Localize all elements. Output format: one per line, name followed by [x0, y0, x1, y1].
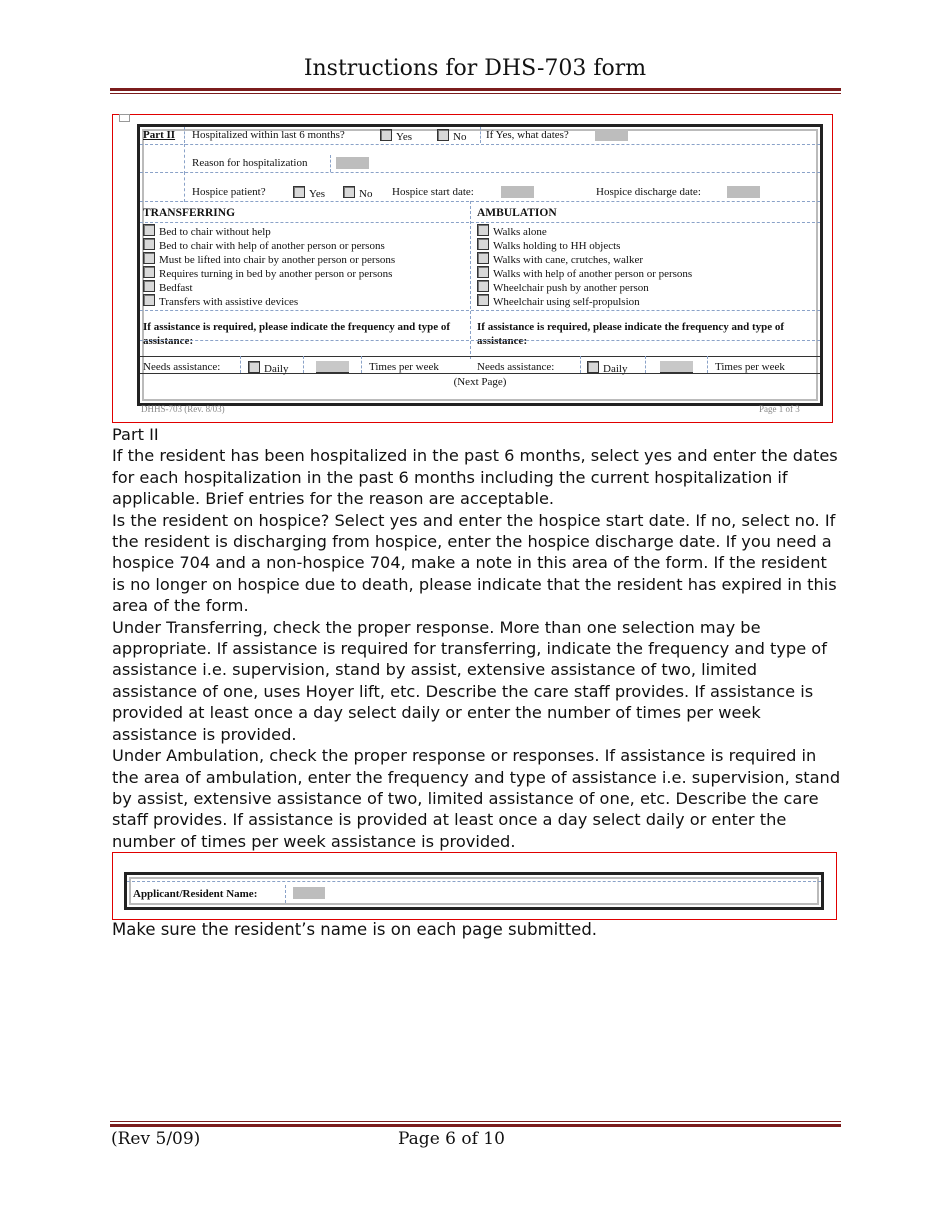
- checkbox-icon: [477, 266, 489, 278]
- checkbox-icon: [143, 294, 155, 306]
- if-yes-dates: If Yes, what dates?: [486, 129, 569, 141]
- row-line: [140, 356, 820, 357]
- section-title: Part II: [112, 425, 159, 444]
- transferring-item[interactable]: [143, 238, 385, 252]
- row-line: [140, 144, 820, 145]
- paragraph-ambulation: Under Ambulation, check the proper response or responses. If assistance is required in the area of ambulation, enter the frequency and type of assistance i.e. supervision, stand by assist, extensive assistance of two, limited assistance of one, etc. Describe the care staff provides. If assistance is provided at least once a day select daily or enter the number of times per week assistance is provided.: [112, 746, 841, 851]
- footer-rule: [110, 1124, 841, 1127]
- transfer-times-field[interactable]: [316, 361, 349, 373]
- transfer-times-label: Times per week: [369, 361, 439, 373]
- divider: [580, 356, 581, 373]
- needs-assistance-label: Needs assistance:: [143, 361, 221, 373]
- hospice-discharge-field[interactable]: [727, 186, 760, 198]
- ambulation-needs-label: Needs assistance:: [477, 361, 555, 373]
- hospitalized-yes[interactable]: [380, 129, 412, 143]
- divider: [645, 356, 646, 373]
- ambulation-item[interactable]: [477, 280, 649, 294]
- transferring-assist-note: If assistance is required, please indicate the frequency and type of assistance:: [143, 321, 451, 347]
- checkbox-icon: [477, 238, 489, 250]
- ambulation-times-label: Times per week: [715, 361, 785, 373]
- applicant-name-label: Applicant/Resident Name:: [133, 888, 258, 900]
- divider: [184, 127, 185, 143]
- item-label: Transfers with assistive devices: [159, 296, 299, 308]
- checkbox-icon: [248, 361, 260, 373]
- form-id: DHHS-703 (Rev. 8/03): [141, 404, 225, 414]
- divider: [303, 356, 304, 373]
- transferring-item[interactable]: [143, 280, 193, 294]
- checkbox-icon: [143, 266, 155, 278]
- divider: [707, 356, 708, 373]
- hospice-yes[interactable]: [293, 186, 325, 200]
- item-label: Bed to chair without help: [159, 226, 271, 238]
- part-label: Part II: [143, 129, 176, 141]
- ambulation-item[interactable]: [477, 224, 547, 238]
- row-line: [140, 222, 820, 223]
- ambulation-item[interactable]: [477, 294, 640, 308]
- checkbox-icon: [477, 294, 489, 306]
- hospice-start-field[interactable]: [501, 186, 534, 198]
- form-part2-image: [112, 114, 833, 423]
- hospice-question: Hospice patient?: [192, 186, 266, 198]
- hospital-dates-field[interactable]: [595, 129, 628, 141]
- item-label: Must be lifted into chair by another person or persons: [159, 254, 396, 266]
- transferring-item[interactable]: [143, 266, 392, 280]
- item-label: Walks with help of another person or persons: [493, 268, 693, 280]
- ambulation-times-field[interactable]: [660, 361, 693, 373]
- paragraph-hospitalization: If the resident has been hospitalized in the past 6 months, select yes and enter the dates for each hospitalization in the past 6 months including the current hospitalization if applicable. Brief entries for the reason are acceptable.: [112, 446, 838, 509]
- divider: [330, 155, 331, 172]
- instructions-body: [112, 424, 842, 852]
- hospice-discharge-label: Hospice discharge date:: [596, 186, 701, 198]
- form-frame: [124, 872, 824, 910]
- checkbox-icon: [380, 129, 392, 141]
- submission-note: Make sure the resident’s name is on each page submitted.: [112, 920, 598, 939]
- revision-label: (Rev 5/09): [111, 1129, 201, 1149]
- divider: [184, 172, 185, 202]
- daily-label: Daily: [603, 363, 628, 375]
- item-label: Bedfast: [159, 282, 193, 294]
- hospice-start-label: Hospice start date:: [392, 186, 474, 198]
- form-page-number: Page 1 of 3: [759, 404, 800, 414]
- reason-label: Reason for hospitalization: [192, 157, 308, 169]
- next-page-label: (Next Page): [453, 376, 507, 388]
- checkbox-icon: [143, 252, 155, 264]
- item-label: Walks holding to HH objects: [493, 240, 621, 252]
- checkbox-icon: [143, 224, 155, 236]
- row-line: [140, 172, 820, 173]
- row-line: [140, 340, 820, 341]
- item-label: Walks with cane, crutches, walker: [493, 254, 643, 266]
- item-label: Requires turning in bed by another person or persons: [159, 268, 393, 280]
- checkbox-icon: [343, 186, 355, 198]
- item-label: Wheelchair push by another person: [493, 282, 649, 294]
- transferring-item[interactable]: [143, 224, 271, 238]
- divider: [240, 356, 241, 373]
- item-label: Walks alone: [493, 226, 547, 238]
- hospice-no[interactable]: [343, 186, 372, 200]
- ambulation-assist-note: If assistance is required, please indicate the frequency and type of assistance:: [477, 321, 785, 347]
- divider: [361, 356, 362, 373]
- hospitalized-no[interactable]: [437, 129, 466, 143]
- ambulation-item[interactable]: [477, 266, 692, 280]
- paragraph-hospice: Is the resident on hospice? Select yes and enter the hospice start date. If no, select no. If the resident is discharging from hospice, enter the hospice discharge date. If you need a hospice 704 and a non-hospice 704, make a note in this area of the form. If the resident is no longer on hospice due to death, please indicate that the resident has expired in this area of the form.: [112, 510, 837, 616]
- checkbox-icon: [477, 280, 489, 292]
- page-title: Instructions for DHS-703 form: [303, 56, 647, 81]
- divider: [184, 144, 185, 174]
- no-label: No: [359, 188, 373, 200]
- ambulation-heading: AMBULATION: [477, 207, 557, 219]
- checkbox-icon: [143, 238, 155, 250]
- checkbox-icon: [477, 224, 489, 236]
- item-label: Wheelchair using self-propulsion: [493, 296, 640, 308]
- anchor-icon: [119, 114, 130, 122]
- checkbox-icon: [437, 129, 449, 141]
- ambulation-item[interactable]: [477, 238, 620, 252]
- yes-label: Yes: [309, 188, 326, 200]
- form-applicant-image: [112, 852, 837, 920]
- row-line: [140, 201, 820, 202]
- row-line: [127, 881, 821, 882]
- row-line: [140, 373, 820, 374]
- yes-label: Yes: [396, 131, 413, 143]
- header-rule-thin: [110, 93, 841, 94]
- daily-label: Daily: [264, 363, 289, 375]
- checkbox-icon: [587, 361, 599, 373]
- row-line: [140, 310, 820, 311]
- ambulation-item[interactable]: [477, 252, 643, 266]
- form-frame: [137, 124, 823, 406]
- divider: [480, 127, 481, 143]
- transferring-item[interactable]: [143, 252, 395, 266]
- checkbox-icon: [143, 280, 155, 292]
- checkbox-icon: [477, 252, 489, 264]
- footer-rule-thin: [110, 1121, 841, 1122]
- no-label: No: [453, 131, 467, 143]
- column-divider: [470, 201, 471, 359]
- header-rule: [110, 88, 841, 91]
- paragraph-transferring: Under Transferring, check the proper response. More than one selection may be appropriate. If assistance is required for transferring, indicate the frequency and type of assistance i.e. supervision, stand by assist, extensive assistance of two, limited assistance of one, uses Hoyer lift, etc. Describe the care staff provides. If assistance is provided at least once a day select daily or enter the number of times per week assistance is provided.: [112, 617, 827, 744]
- divider: [285, 885, 286, 903]
- reason-field[interactable]: [336, 157, 369, 169]
- item-label: Bed to chair with help of another person or persons: [159, 240, 385, 252]
- checkbox-icon: [293, 186, 305, 198]
- applicant-name-field[interactable]: [293, 887, 325, 899]
- hospitalized-question: Hospitalized within last 6 months?: [192, 129, 345, 141]
- page-number: Page 6 of 10: [398, 1129, 505, 1149]
- transferring-item[interactable]: [143, 294, 298, 308]
- transferring-heading: TRANSFERRING: [143, 207, 236, 219]
